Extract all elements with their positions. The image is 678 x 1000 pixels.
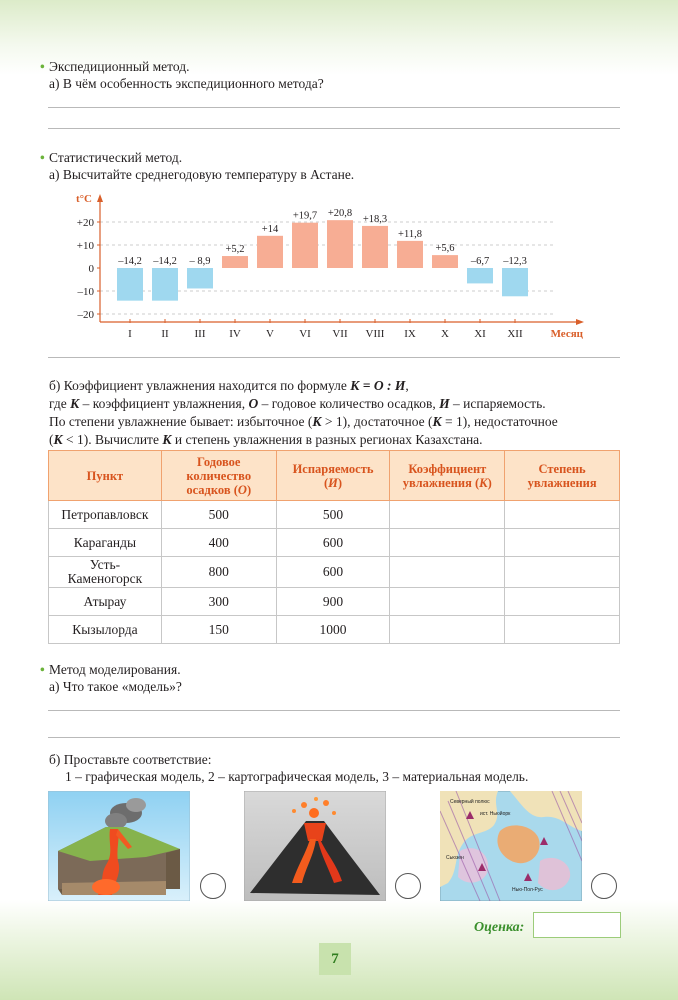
data-label: +18,3 <box>362 213 388 225</box>
cell-place: Кызылорда <box>49 616 162 644</box>
cell-degree-input[interactable] <box>505 588 620 616</box>
y-tick-label: –10 <box>77 286 94 298</box>
bar <box>257 236 283 268</box>
x-tick-label: IX <box>404 328 416 340</box>
bar <box>222 256 248 268</box>
cell-evaporation: 600 <box>276 557 390 588</box>
x-tick-label: VII <box>332 328 348 340</box>
score-input[interactable] <box>533 912 621 938</box>
bar <box>432 255 458 268</box>
cell-precipitation: 500 <box>161 501 276 529</box>
data-label: –14,2 <box>153 256 177 267</box>
table-row <box>49 529 620 557</box>
answer-line[interactable] <box>48 128 620 129</box>
bar <box>117 268 143 301</box>
question-avg-temperature: а) Высчитайте среднегодовую температуру в Астане. <box>49 167 355 182</box>
data-label: –14,2 <box>118 256 142 267</box>
cell-precipitation: 800 <box>161 557 276 588</box>
cell-precipitation: 150 <box>161 616 276 644</box>
y-axis-label: t°C <box>75 193 92 205</box>
bar <box>397 241 423 268</box>
cell-coefficient-input[interactable] <box>390 529 505 557</box>
answer-circle-2[interactable] <box>395 873 421 899</box>
data-label: +14 <box>261 223 279 235</box>
y-tick-label: –20 <box>77 309 94 321</box>
cell-degree-input[interactable] <box>505 529 620 557</box>
map-label: Северный полюс <box>450 799 490 805</box>
x-tick-label: II <box>161 328 169 340</box>
answer-circle-1[interactable] <box>200 873 226 899</box>
map-label: ист. Ньюйорк <box>480 811 511 817</box>
header-precipitation: Годовое количество осадков (О) <box>161 451 276 501</box>
map-image <box>440 791 582 901</box>
answer-circle-3[interactable] <box>591 873 617 899</box>
matching-options: 1 – графическая модель, 2 – картографическая модель, 3 – материальная модель. <box>65 769 529 784</box>
cell-evaporation: 500 <box>276 501 390 529</box>
header-coefficient: Коэффициент увлажнения (К) <box>390 451 505 501</box>
y-tick-label: 0 <box>88 263 94 275</box>
cell-degree-input[interactable] <box>505 557 620 588</box>
humidity-coefficient-paragraph: б) Коэффициент увлажнения находится по формуле К = О : И, где К – коэффициент увлажнения, О – годовое количество осадков, И – испаряемость. По степени увлажнение бывает: избыточное (К > 1), достаточное (К = 1), недостаточное (К < 1). Вычислите К и степень увлажнения в разных регионах Казахстана. <box>49 378 558 447</box>
cell-place: Атырау <box>49 588 162 616</box>
section-statistical-heading: • Статистический метод. <box>40 150 183 165</box>
page-number: 7 <box>319 943 351 975</box>
volcano-cross-section-image <box>48 791 190 901</box>
x-tick-label: V <box>266 328 274 340</box>
x-tick-label: IV <box>229 328 241 340</box>
answer-line[interactable] <box>48 737 620 738</box>
cell-coefficient-input[interactable] <box>390 557 505 588</box>
table-row <box>49 501 620 529</box>
humidity-table <box>48 450 620 644</box>
bullet-icon: • <box>40 59 45 74</box>
cell-coefficient-input[interactable] <box>390 501 505 529</box>
bar <box>467 268 493 283</box>
cell-place: Караганды <box>49 529 162 557</box>
cell-place: Усть- Каменогорск <box>49 557 162 588</box>
cell-coefficient-input[interactable] <box>390 588 505 616</box>
data-label: +5,6 <box>435 243 455 255</box>
cell-evaporation: 1000 <box>276 616 390 644</box>
bar <box>362 226 388 268</box>
bar <box>292 223 318 268</box>
x-tick-label: I <box>128 328 132 340</box>
x-tick-label: III <box>194 328 206 340</box>
answer-line[interactable] <box>48 710 620 711</box>
data-label: –12,3 <box>503 256 527 267</box>
score-label: Оценка: <box>474 920 525 935</box>
section-expedition-heading: • Экспедиционный метод. <box>40 59 190 74</box>
data-label: +19,7 <box>292 210 318 222</box>
y-axis-arrow-icon <box>97 194 103 202</box>
volcano-model-image <box>244 791 386 901</box>
section-modeling-heading: • Метод моделирования. <box>40 662 181 677</box>
table-header-row <box>49 451 620 501</box>
x-tick-label: X <box>441 328 449 340</box>
map-label: Сьюзен <box>446 855 464 861</box>
temperature-chart <box>40 186 600 346</box>
bar <box>152 268 178 301</box>
cell-evaporation: 900 <box>276 588 390 616</box>
cell-precipitation: 300 <box>161 588 276 616</box>
header-place: Пункт <box>49 451 162 501</box>
question-matching: б) Проставьте соответствие: <box>49 752 212 767</box>
table-row <box>49 557 620 588</box>
data-label: +20,8 <box>327 208 353 220</box>
header-evaporation: Испаряемость (И) <box>276 451 390 501</box>
data-label: – 8,9 <box>189 256 211 267</box>
formula: К = О : И <box>350 378 406 393</box>
cell-evaporation: 600 <box>276 529 390 557</box>
cell-degree-input[interactable] <box>505 501 620 529</box>
header-humidity-degree: Степень увлажнения <box>505 451 620 501</box>
cell-place: Петропавловск <box>49 501 162 529</box>
table-row <box>49 616 620 644</box>
x-tick-label: VI <box>299 328 311 340</box>
data-label: –6,7 <box>470 256 490 267</box>
bullet-icon: • <box>40 150 45 165</box>
x-tick-label: VIII <box>365 328 385 340</box>
x-tick-label: XI <box>474 328 486 340</box>
bar <box>502 268 528 296</box>
question-model-definition: а) Что такое «модель»? <box>49 679 182 694</box>
data-label: +11,8 <box>398 228 422 240</box>
x-axis-arrow-icon <box>576 319 584 325</box>
data-label: +5,2 <box>225 244 245 256</box>
question-expedition: а) В чём особенность экспедиционного метода? <box>49 76 324 91</box>
answer-line[interactable] <box>48 357 620 358</box>
cell-coefficient-input[interactable] <box>390 616 505 644</box>
x-tick-label: XII <box>507 328 523 340</box>
cell-precipitation: 400 <box>161 529 276 557</box>
table-row <box>49 588 620 616</box>
answer-line[interactable] <box>48 107 620 108</box>
bar <box>187 268 213 288</box>
bullet-icon: • <box>40 662 45 677</box>
y-tick-label: +10 <box>76 240 94 252</box>
bar <box>327 220 353 268</box>
map-label: Нью-Пол-Рус <box>512 887 543 893</box>
cell-degree-input[interactable] <box>505 616 620 644</box>
x-axis-label: Месяц <box>550 328 583 340</box>
y-tick-label: +20 <box>76 217 94 229</box>
